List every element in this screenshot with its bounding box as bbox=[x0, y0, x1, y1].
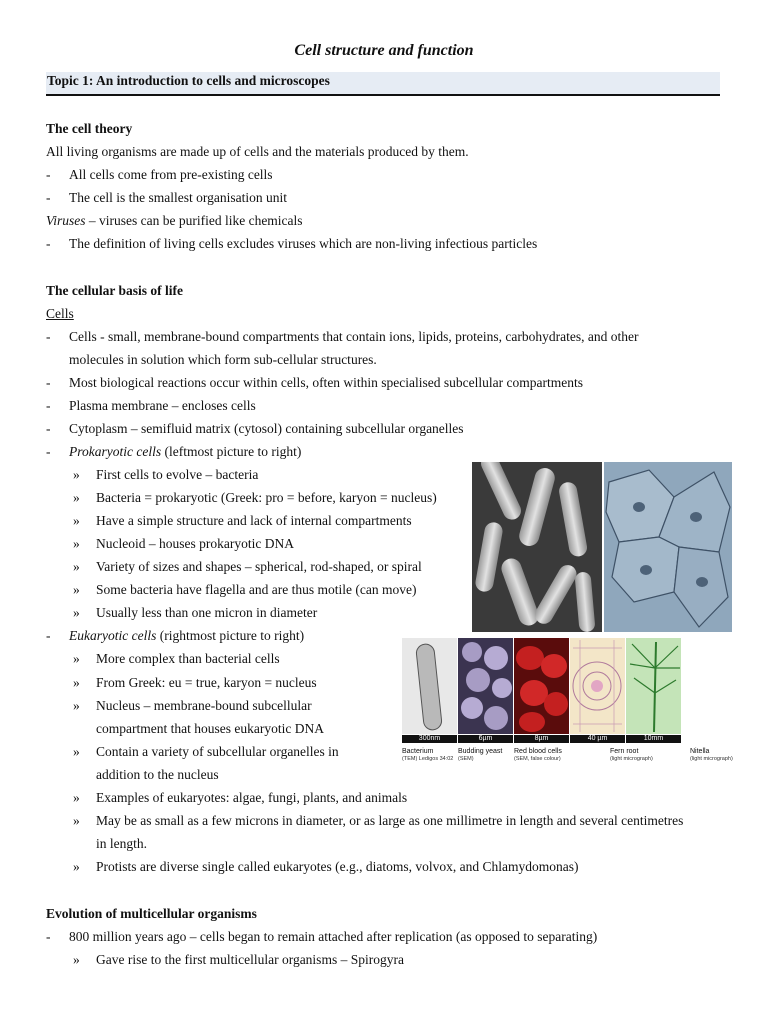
chevron-marker: » bbox=[73, 859, 80, 874]
chevron-marker: » bbox=[73, 559, 80, 574]
caption-name: Bacterium bbox=[402, 748, 434, 755]
caption-note: (SEM, false colour) bbox=[514, 756, 561, 762]
budding-yeast-image bbox=[458, 638, 513, 734]
bullet-text: 800 million years ago – cells began to remain attached after replication (as opposed to separating) bbox=[69, 929, 598, 944]
bullet-text: All cells come from pre-existing cells bbox=[69, 167, 273, 182]
chevron-marker: » bbox=[73, 536, 80, 551]
fern-root-image bbox=[570, 638, 625, 734]
sub-bullet-text: Bacteria = prokaryotic (Greek: pro = before, karyon = nucleus) bbox=[96, 490, 437, 505]
sub-bullet-text: More complex than bacterial cells bbox=[96, 651, 280, 666]
bacterium-image bbox=[402, 638, 457, 734]
caption-name: Nitella bbox=[690, 748, 710, 755]
scale-label: 6µm bbox=[458, 735, 513, 743]
chevron-marker: » bbox=[73, 744, 80, 759]
dash-marker: - bbox=[46, 236, 51, 251]
cell-size-figure bbox=[400, 636, 739, 776]
dash-marker: - bbox=[46, 375, 51, 390]
sub-bullet-text-cont: compartment that houses eukaryotic DNA bbox=[96, 721, 324, 736]
sub-bullet-text: Variety of sizes and shapes – spherical, rod-shaped, or spiral bbox=[96, 559, 422, 574]
bullet-text-cont: molecules in solution which form sub-cellular structures. bbox=[69, 352, 377, 367]
sub-bullet-text-cont: addition to the nucleus bbox=[96, 767, 219, 782]
scale-label: 300nm bbox=[402, 735, 457, 743]
bullet-text: The definition of living cells excludes viruses which are non-living infectious particles bbox=[69, 236, 538, 251]
dash-marker: - bbox=[46, 190, 51, 205]
sub-bullet-text: Contain a variety of subcellular organelles in bbox=[96, 744, 339, 759]
chevron-marker: » bbox=[73, 651, 80, 666]
sub-bullet-text: Some bacteria have flagella and are thus motile (can move) bbox=[96, 582, 417, 597]
chevron-marker: » bbox=[73, 790, 80, 805]
sub-bullet-text: First cells to evolve – bacteria bbox=[96, 467, 259, 482]
sub-bullet-text-cont: in length. bbox=[96, 836, 147, 851]
eukaryotic-label: Eukaryotic cells bbox=[69, 628, 157, 643]
caption-red-blood-cells bbox=[514, 748, 582, 762]
epithelial-cells-micrograph bbox=[604, 462, 732, 632]
dash-marker: - bbox=[46, 421, 51, 436]
page-title: Cell structure and function bbox=[294, 42, 474, 59]
sub-bullet-text: Usually less than one micron in diameter bbox=[96, 605, 318, 620]
sub-bullet-text: Nucleoid – houses prokaryotic DNA bbox=[96, 536, 294, 551]
dash-marker: - bbox=[46, 444, 51, 459]
bullet-text: Cells - small, membrane-bound compartments that contain ions, lipids, proteins, carbohydrates, and other bbox=[69, 329, 639, 344]
topic-title: Topic 1: An introduction to cells and microscopes bbox=[47, 73, 330, 88]
sub-bullet-text: Protists are diverse single called eukaryotes (e.g., diatoms, volvox, and Chlamydomonas) bbox=[96, 859, 579, 874]
chevron-marker: » bbox=[73, 513, 80, 528]
sub-bullet-text: From Greek: eu = true, karyon = nucleus bbox=[96, 675, 317, 690]
section-heading-cellular-basis: The cellular basis of life bbox=[46, 283, 183, 298]
caption-name: Budding yeast bbox=[458, 748, 503, 755]
viruses-text: – viruses can be purified like chemicals bbox=[85, 213, 303, 228]
caption-fern-root bbox=[610, 748, 678, 762]
caption-nitella bbox=[690, 748, 738, 762]
caption-name: Fern root bbox=[610, 748, 639, 755]
subheading-cells: Cells bbox=[46, 306, 74, 321]
chevron-marker: » bbox=[73, 698, 80, 713]
dash-marker: - bbox=[46, 929, 51, 944]
sub-bullet-text: Gave rise to the first multicellular organisms – Spirogyra bbox=[96, 952, 404, 967]
chevron-marker: » bbox=[73, 490, 80, 505]
bullet-text: Plasma membrane – encloses cells bbox=[69, 398, 256, 413]
bullet-text: Cytoplasm – semifluid matrix (cytosol) containing subcellular organelles bbox=[69, 421, 464, 436]
prokaryotic-text: (leftmost picture to right) bbox=[161, 444, 302, 459]
caption-note: (SEM) bbox=[458, 756, 474, 762]
dash-marker: - bbox=[46, 628, 51, 643]
eukaryotic-line bbox=[69, 627, 304, 645]
bacteria-micrograph bbox=[472, 462, 602, 632]
chevron-marker: » bbox=[73, 813, 80, 828]
topic-banner bbox=[46, 72, 720, 96]
viruses-line bbox=[46, 212, 303, 230]
bullet-text: Most biological reactions occur within cells, often within specialised subcellular compartments bbox=[69, 375, 583, 390]
sub-bullet-text: May be as small as a few microns in diameter, or as large as one millimetre in length and several centimetres bbox=[96, 813, 684, 828]
paragraph: All living organisms are made up of cells and the materials produced by them. bbox=[46, 144, 469, 159]
sub-bullet-text: Examples of eukaryotes: algae, fungi, plants, and animals bbox=[96, 790, 408, 805]
scale-label: 10mm bbox=[626, 735, 681, 743]
caption-note: (light micrograph) bbox=[610, 756, 653, 762]
bullet-text: The cell is the smallest organisation unit bbox=[69, 190, 287, 205]
chevron-marker: » bbox=[73, 582, 80, 597]
caption-name: Red blood cells bbox=[514, 748, 562, 755]
section-heading-cell-theory: The cell theory bbox=[46, 121, 133, 136]
chevron-marker: » bbox=[73, 675, 80, 690]
red-blood-cells-image bbox=[514, 638, 569, 734]
dash-marker: - bbox=[46, 398, 51, 413]
sub-bullet-text: Nucleus – membrane-bound subcellular bbox=[96, 698, 312, 713]
chevron-marker: » bbox=[73, 605, 80, 620]
chevron-marker: » bbox=[73, 467, 80, 482]
section-heading-evolution: Evolution of multicellular organisms bbox=[46, 906, 257, 921]
caption-note: (TEM) Ledigos 34:02 bbox=[402, 756, 454, 762]
sub-bullet-text: Have a simple structure and lack of internal compartments bbox=[96, 513, 412, 528]
eukaryotic-text: (rightmost picture to right) bbox=[156, 628, 305, 643]
prokaryotic-line bbox=[69, 443, 301, 461]
dash-marker: - bbox=[46, 167, 51, 182]
scale-label: 40 µm bbox=[570, 735, 625, 743]
scale-label: 8µm bbox=[514, 735, 569, 743]
dash-marker: - bbox=[46, 329, 51, 344]
viruses-label: Viruses bbox=[46, 213, 86, 228]
nitella-image bbox=[626, 638, 681, 734]
caption-note: (light micrograph) bbox=[690, 756, 733, 762]
prokaryotic-label: Prokaryotic cells bbox=[69, 444, 162, 459]
chevron-marker: » bbox=[73, 952, 80, 967]
